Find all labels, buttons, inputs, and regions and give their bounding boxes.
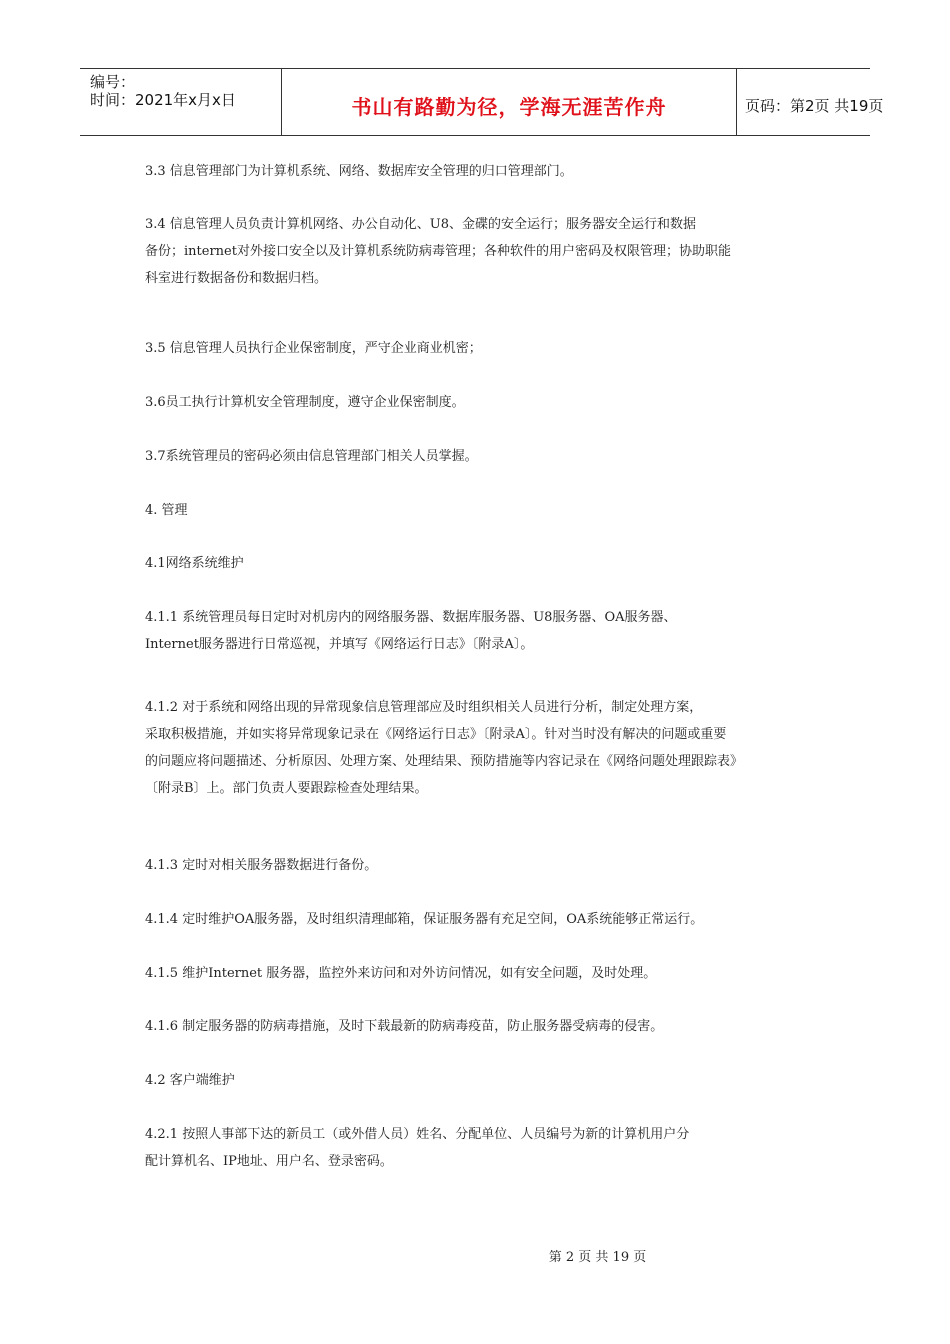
text-line: 〔附录B〕上。部门负责人要跟踪检查处理结果。 <box>145 781 428 796</box>
paragraph-3-5 <box>145 335 810 362</box>
paragraph-4-1-2 <box>145 694 810 802</box>
section-heading-4-2 <box>145 1067 810 1094</box>
text-line: 采取积极措施，并如实将异常现象记录在《网络运行日志》〔附录A〕。针对当时没有解决的问题或重要 <box>145 727 727 742</box>
paragraph-3-7 <box>145 443 810 470</box>
page-header <box>80 68 884 136</box>
footer-page-number: 第 2 页 共 19 页 <box>548 1250 647 1265</box>
text-line: 4.1.1 系统管理员每日定时对机房内的网络服务器、数据库服务器、U8服务器、OA服务器、 <box>145 610 677 625</box>
paragraph-4-1-4 <box>145 906 810 933</box>
document-number-label: 编号： <box>90 73 136 91</box>
text-line: 备份；internet对外接口安全以及计算机系统防病毒管理；各种软件的用户密码及权限管理；协助职能 <box>145 244 731 259</box>
paragraph-4-2-1 <box>145 1121 810 1175</box>
text-line: 科室进行数据备份和数据归档。 <box>145 271 328 286</box>
text-line: 3.5 信息管理人员执行企业保密制度，严守企业商业机密； <box>145 341 482 356</box>
header-motto: 书山有路勤为径，学海无涯苦作舟 <box>351 95 667 119</box>
text-line: 配计算机名、IP地址、用户名、登录密码。 <box>145 1154 393 1169</box>
text-line: 4.1.5 维护Internet 服务器，监控外来访问和对外访问情况，如有安全问题，及时处理。 <box>145 966 657 981</box>
text-line: 3.6员工执行计算机安全管理制度，遵守企业保密制度。 <box>145 395 465 410</box>
text-line: 4.1.3 定时对相关服务器数据进行备份。 <box>145 858 378 873</box>
text-line: 4.2 客户端维护 <box>145 1073 235 1088</box>
document-time-label: 时间：2021年x月x日 <box>90 91 236 109</box>
text-line: 4.1.6 制定服务器的防病毒措施，及时下载最新的防病毒疫苗，防止服务器受病毒的侵害。 <box>145 1019 664 1034</box>
text-line: 4.2.1 按照人事部下达的新员工（或外借人员）姓名、分配单位、人员编号为新的计算机用户分 <box>145 1127 690 1142</box>
paragraph-3-6 <box>145 389 810 416</box>
text-line: Internet服务器进行日常巡视，并填写《网络运行日志》〔附录A〕。 <box>145 637 534 652</box>
paragraph-3-4 <box>145 211 810 292</box>
paragraph-4-1-6 <box>145 1013 810 1040</box>
header-page-cell <box>737 69 884 135</box>
header-motto-cell <box>282 69 737 135</box>
header-meta <box>80 69 282 135</box>
paragraph-3-3 <box>145 158 810 185</box>
text-line: 的问题应将问题描述、分析原因、处理方案、处理结果、预防措施等内容记录在《网络问题处理跟踪表》 <box>145 754 744 769</box>
text-line: 3.4 信息管理人员负责计算机网络、办公自动化、U8、金碟的安全运行；服务器安全运行和数据 <box>145 217 697 232</box>
text-line: 3.3 信息管理部门为计算机系统、网络、数据库安全管理的归口管理部门。 <box>145 164 573 179</box>
paragraph-4-1-5 <box>145 960 810 987</box>
text-line: 4.1.4 定时维护OA服务器，及时组织清理邮箱，保证服务器有充足空间，OA系统能够正常运行。 <box>145 912 704 927</box>
section-heading-4 <box>145 497 810 524</box>
section-heading-4-1 <box>145 550 810 577</box>
text-line: 4. 管理 <box>145 503 188 518</box>
text-line: 4.1.2 对于系统和网络出现的异常现象信息管理部应及时组织相关人员进行分析，制定处理方案， <box>145 700 703 715</box>
text-line: 3.7系统管理员的密码必须由信息管理部门相关人员掌握。 <box>145 449 478 464</box>
paragraph-4-1-1 <box>145 604 810 658</box>
paragraph-4-1-3 <box>145 852 810 879</box>
page-footer <box>0 1246 950 1265</box>
text-line: 4.1网络系统维护 <box>145 556 244 571</box>
header-page-info: 页码：第2页 共19页 <box>745 97 884 115</box>
